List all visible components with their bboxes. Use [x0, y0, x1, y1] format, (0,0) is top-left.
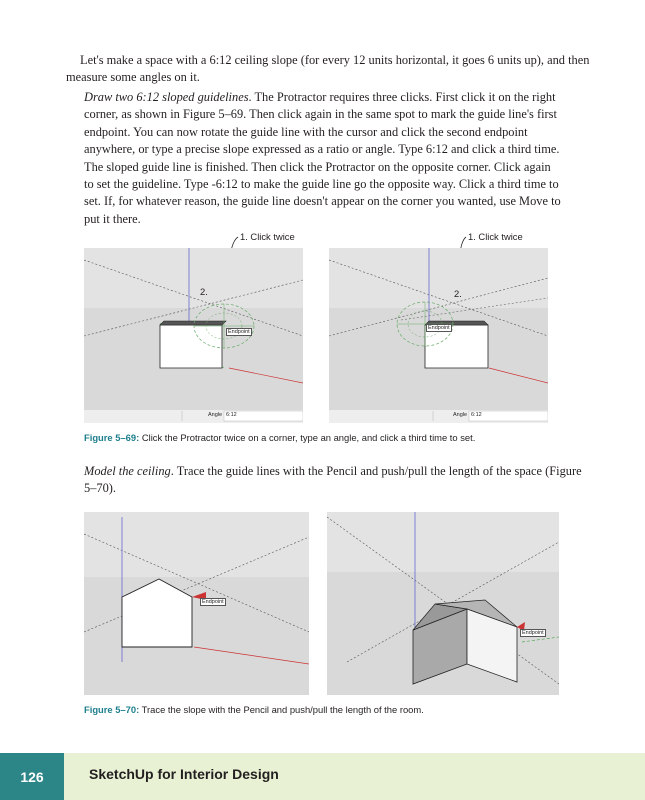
- fig69-right-callout-click-twice: 1. Click twice: [468, 231, 523, 242]
- fig69-caption-number: Figure 5–69:: [84, 432, 140, 443]
- running-head: SketchUp for Interior Design: [89, 766, 279, 782]
- fig69-caption-text: Click the Protractor twice on a corner, type an angle, and click a third time to set.: [141, 432, 476, 443]
- fig69-right-viewport: [329, 248, 548, 423]
- page-footer: [0, 753, 645, 800]
- fig69-left-angle-value: 6:12: [226, 412, 237, 418]
- fig70-right-viewport: [327, 512, 559, 695]
- step-draw-guidelines-body: . The Protractor requires three clicks. First click it on the right corner, as shown in Figure 5–69. Then click again in the same spot to mark the guide line's first endpoint. You can now rotate the guide line with the cursor and click the second endpoint anywhere, or type a precise slope expressed as a ratio or angle. Type 6:12 and click a third time. The sloped guide line is finished. Then click the Protractor on the opposite corner. Click again to set the guideline. Type -6:12 to make the guide line go the opposite way. Click a third time to set. If, for whatever reason, the guide line doesn't appear on the corner you wanted, use Move to put it there.: [84, 90, 561, 226]
- intro-paragraph: Let's make a space with a 6:12 ceiling slope (for every 12 units horizontal, it goes 6 units up), and then measure some angles on it.: [66, 53, 590, 85]
- fig69-left-step2-label: 2.: [200, 286, 208, 297]
- fig70-left-endpoint-tooltip: Endpoint: [202, 599, 224, 605]
- step-model-ceiling: [84, 463, 584, 498]
- fig69-left-angle-label: Angle: [208, 412, 223, 418]
- fig69-left-viewport: [84, 248, 303, 423]
- fig69-right-angle-label: Angle: [453, 412, 468, 418]
- fig70-right-endpoint-tooltip: Endpoint: [522, 630, 544, 636]
- step-draw-guidelines-lead: Draw two 6:12 sloped guidelines: [84, 90, 249, 104]
- fig70-caption-text: Trace the slope with the Pencil and push/pull the length of the room.: [141, 704, 424, 715]
- fig70-caption: [84, 704, 424, 715]
- fig69-right-endpoint-tooltip: Endpoint: [428, 325, 450, 331]
- fig70-left-viewport: [84, 512, 309, 695]
- fig69-caption: [84, 432, 475, 443]
- fig69-right-angle-value: 6:12: [471, 412, 482, 418]
- page-number: 126: [0, 753, 64, 800]
- fig69-left-endpoint-tooltip: Endpoint: [228, 329, 250, 335]
- step-model-ceiling-body: . Trace the guide lines with the Pencil and push/pull the length of the space (Figure 5–70).: [84, 464, 582, 496]
- fig70-caption-number: Figure 5–70:: [84, 704, 140, 715]
- fig69-left-callout-click-twice: 1. Click twice: [240, 231, 295, 242]
- step-model-ceiling-lead: Model the ceiling: [84, 464, 171, 478]
- fig69-right-step2-label: 2.: [454, 288, 462, 299]
